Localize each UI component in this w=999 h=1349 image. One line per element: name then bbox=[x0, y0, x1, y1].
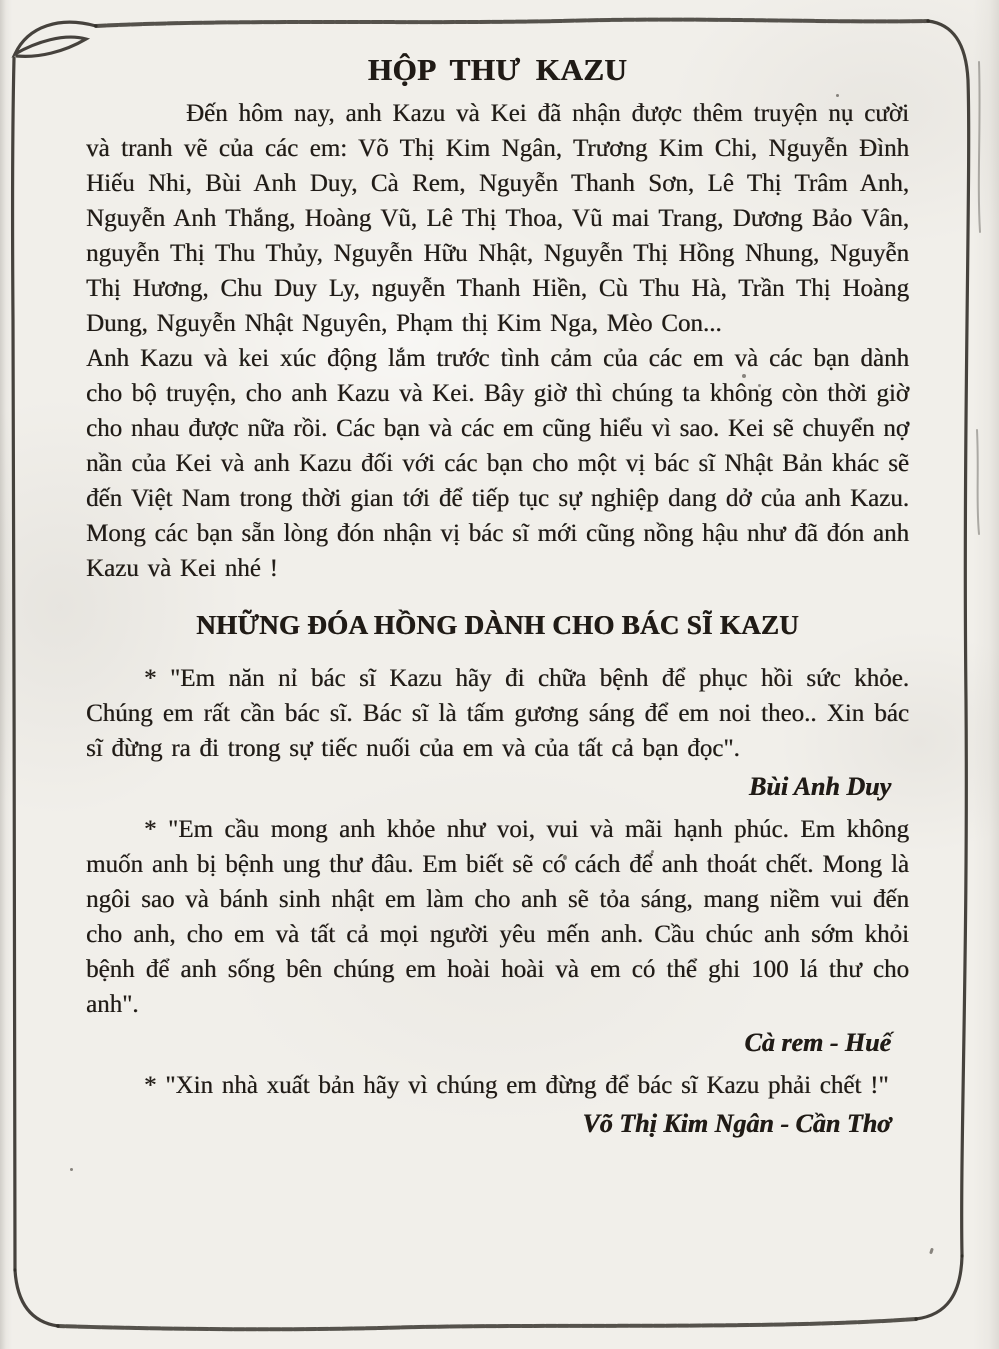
letter-3-text: * "Xin nhà xuất bản hãy vì chúng em đừng để bác sĩ Kazu phải chết !" bbox=[144, 1072, 889, 1099]
letter-3-signature: Võ Thị Kim Ngân - Cần Thơ bbox=[582, 1109, 891, 1138]
section-heading-roses: NHỮNG ĐÓA HỒNG DÀNH CHO BÁC SĨ KAZU bbox=[196, 610, 799, 640]
letter-1-text: * "Em năn nỉ bác sĩ Kazu hãy đi chữa bệnh để phục hồi sức khỏe. Chúng em rất cần bác sĩ. Bác sĩ là tấm gương sáng để em noi theo.. Xin bác sĩ đừng ra đi trong sự tiếc nuối của em và của tất cả bạn đọc". bbox=[86, 665, 909, 762]
letter-2-signature: Cà rem - Huế bbox=[744, 1028, 891, 1057]
letter-2-text: * "Em cầu mong anh khỏe như voi, vui và mãi hạnh phúc. Em không muốn anh bị bệnh ung thư đâu. Em biết sẽ có cách để anh thoát chết. Mong là ngôi sao và bánh sinh nhật em làm cho anh sẽ tỏa sáng, mang niềm vui đến cho anh, cho em và tất cả mọi người yêu mến anh. Cầu chúc anh sớm khỏi bệnh để anh sống bên chúng em hoài hoài và em có thể ghi 100 lá thư cho anh". bbox=[86, 816, 909, 1018]
page-title: HỘP THƯ KAZU bbox=[367, 52, 628, 87]
document-content bbox=[86, 52, 909, 1149]
paragraph-recipient-list: Đến hôm nay, anh Kazu và Kei đã nhận được thêm truyện nụ cười và tranh vẽ của các em: Võ Thị Kim Ngân, Trương Kim Chi, Nguyễn Đình Hiếu Nhi, Bùi Anh Duy, Cà Rem, Nguyễn Thanh Sơn, Lê Thị Trâm Anh, Nguyễn Anh Thắng, Hoàng Vũ, Lê Thị Thoa, Vũ mai Trang, Dương Bảo Vân, nguyễn Thị Thu Thủy, Nguyễn Hữu Nhật, Nguyễn Thị Hồng Nhung, Nguyễn Thị Hương, Chu Duy Ly, nguyễn Thanh Hiền, Cù Thu Hà, Trần Thị Hoàng Dung, Nguyễn Nhật Nguyên, Phạm thị Kim Nga, Mèo Con... bbox=[86, 100, 909, 337]
scan-speck bbox=[929, 1248, 934, 1255]
scan-speck bbox=[70, 1168, 73, 1171]
paragraph-farewell: Anh Kazu và kei xúc động lắm trước tình cảm của các em và các bạn dành cho bộ truyện, cho anh Kazu và Kei. Bây giờ thì chúng ta không còn thời giờ cho nhau được nữa rồi. Các bạn và các em cũng hiểu vì sao. Kei sẽ chuyển nợ nần của Kei và anh Kazu đối với các bạn cho một vị bác sĩ Nhật Bản khác sẽ đến Việt Nam trong thời gian tới để tiếp tục sự nghiệp dang dở của anh Kazu. Mong các bạn sẵn lòng đón nhận vị bác sĩ mới cũng nồng hậu như đã đón anh Kazu và Kei nhé ! bbox=[86, 345, 909, 582]
letter-1-signature: Bùi Anh Duy bbox=[748, 772, 891, 801]
